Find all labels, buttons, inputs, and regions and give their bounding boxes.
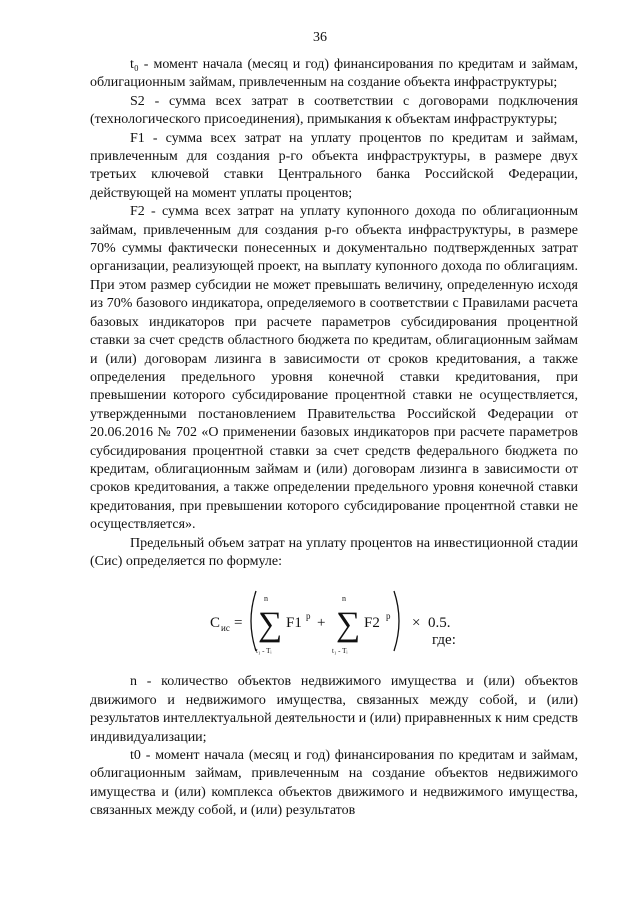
formula-svg	[90, 575, 578, 667]
paragraph-t0: t₀ - момент начала (месяц и год) финансирования по кредитам и займам, облигационным займам, привлеченным на создание объекта инфраструктуры;	[90, 57, 578, 91]
paragraph-formula-intro: Предельный объем затрат на уплату процентов на инвестиционной стадии (Сис) определяется по формуле:	[90, 535, 578, 569]
paragraph-f1: F1 - сумма всех затрат на уплату процентов по кредитам и займам, привлеченным для создания р-го объекта инфраструктуры, в размере двух третьих ключевой ставки Центрального банка Российской Федерации, действующей на момент уплаты процентов;	[90, 130, 578, 201]
formula-block	[90, 575, 578, 667]
sum1-lower: t₁ - Tᵢ	[256, 647, 272, 656]
paragraph-s2: S2 - сумма всех затрат в соответствии с договорами подключения (технологического присоединения), примыкания к объектам инфраструктуры;	[90, 93, 578, 128]
formula-equals: =	[234, 615, 243, 632]
formula-term1: F1	[286, 615, 302, 632]
formula-lhs: С	[210, 615, 221, 632]
formula-plus: +	[317, 615, 326, 632]
formula-where: где:	[432, 632, 456, 649]
sum2-sigma: ∑	[336, 606, 361, 644]
formula-term2-sup: p	[386, 611, 391, 622]
formula-coef: 0.5.	[428, 615, 451, 632]
formula-times: ×	[412, 615, 421, 632]
sum1-sigma: ∑	[258, 606, 283, 644]
page-number: 36	[313, 30, 327, 45]
sum1-upper: n	[264, 594, 268, 604]
formula-term1-sup: p	[306, 611, 311, 622]
paragraph-n: n - количество объектов недвижимого имущества и (или) объектов движимого и недвижимого имущества, связанных между собой, и (или) результатов интеллектуальной деятельности и (или) приравненных к ним средств индивидуализации;	[90, 674, 578, 745]
formula-left-paren	[251, 591, 256, 651]
paragraph-t0-second: t0 - момент начала (месяц и год) финансирования по кредитам и займам, облигационным займам, привлеченным на создание объектов недвижимого имущества и (или) комплекса объектов движимого и недвижимого имущества, связанных между собой, и (или) результатов	[90, 748, 578, 819]
formula-term2: F2	[364, 615, 380, 632]
document-body	[90, 56, 578, 821]
sum2-lower: t₁ - Tᵢ	[332, 647, 348, 656]
formula-lhs-sub: ис	[221, 623, 230, 634]
formula-right-paren	[394, 591, 399, 651]
paragraph-f2: F2 - сумма всех затрат на уплату купонного дохода по облигационным займам, привлеченным для создания р-го объекта инфраструктуры, в размере 70% суммы фактически понесенных и документально подтвержденных затрат организации, реализующей проект, на выплату купонного дохода по облигациям. При этом размер субсидии не может превышать величину, определенную исходя из 70% базового индикатора, определяемого в соответствии с Правилами расчета базовых индикаторов при расчете параметров субсидирования процентной ставки за счет средств областного бюджета по кредитам, облигационным займам и (или) договорам лизинга в зависимости от сроков кредитования, а также определения предельного уровня конечной ставки кредитования, при превышении которого субсидирование процентной ставки не осуществляется, утвержденными постановлением Правительства Российской Федерации от 20.06.2016 № 702 «О применении базовых индикаторов при расчете параметров субсидирования процентной ставки за счет средств федерального бюджета по кредитам, облигационным займам и (или) договорам лизинга в зависимости от сроков кредитования, а также определении предельного уровня конечной ставки кредитования, при превышении которого субсидирование процентной ставки не осуществляется».	[90, 204, 578, 533]
sum2-upper: n	[342, 594, 346, 604]
